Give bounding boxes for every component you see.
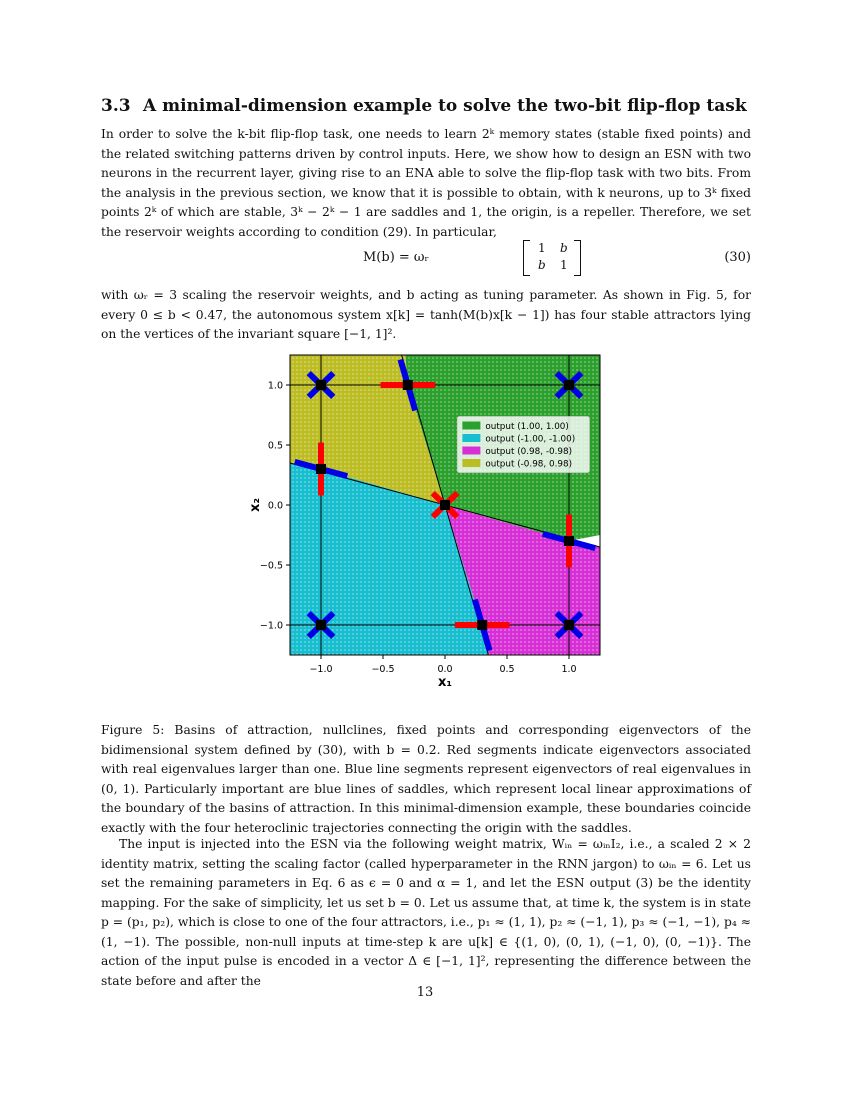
x-tick-label: 0.0 [437,664,453,675]
matrix-cell: 1 [560,258,568,272]
matrix-cell: 1 [538,241,546,255]
y-tick-label: −0.5 [259,560,283,572]
figure-5 [235,348,620,693]
fixed-point-marker [564,620,574,630]
fixed-point-marker [440,500,450,510]
x-tick-label: 0.5 [499,664,515,675]
legend-swatch [462,459,480,467]
matrix-left-bracket [523,240,530,276]
basin-plot [235,348,620,693]
matrix-right-bracket [574,240,581,276]
equation-30 [101,238,751,280]
fixed-point-marker [316,464,326,474]
y-tick-label: 0.5 [267,440,283,452]
after-equation-paragraph: with ωᵣ = 3 scaling the reservoir weights, and b acting as tuning parameter. As shown in Fig. 5, for every 0 ≤ b < 0.47, the autonomous system x[k] = tanh(M(b)x[k − 1]) has four stable attractors lying on the vertices of the invariant square [−1, 1]². [101,288,751,341]
legend-entry: output (-1.00, -1.00) [485,434,576,445]
matrix-cell: b [538,258,546,272]
section-number: 3.3 [101,96,131,116]
page-number: 13 [416,985,434,1000]
y-axis-label: x₂ [248,497,263,513]
x-tick-label: −1.0 [309,664,333,675]
equation-lhs: M(b) = ωᵣ [363,250,430,265]
legend-swatch [462,447,480,455]
x-axis-label: x₁ [437,675,453,690]
figure-caption: Figure 5: Basins of attraction, nullclines, fixed points and corresponding eigenvectors of the bidimensional system defined by (30), with b = 0.2. Red segments indicate eigenvectors associated with real eigenvalues larger than one. Blue line segments represent eigenvectors of real eigenvalues in (0, 1). Particularly important are blue lines of saddles, which represent local linear approximations of the boundary of the basins of attraction. In this minimal-dimension example, these boundaries coincide exactly with the four heteroclinic trajectories connecting the origin with the saddles. [101,723,751,835]
y-tick-label: 1.0 [267,380,283,392]
fixed-point-marker [316,380,326,390]
fixed-point-marker [403,380,413,390]
fixed-point-marker [316,620,326,630]
y-tick-label: −1.0 [259,620,283,632]
matrix-cell: b [560,241,568,255]
x-tick-label: −0.5 [371,664,395,675]
fixed-point-marker [564,536,574,546]
x-tick-label: 1.0 [561,664,577,675]
body-paragraph: The input is injected into the ESN via the following weight matrix, Wᵢₙ = ωᵢₙI₂, i.e., a scaled 2 × 2 identity matrix, setting the scaling factor (called hyperparameter in the RNN jargon) to ωᵢₙ = 6. Let us set the remaining parameters in Eq. 6 as ϵ = 0 and α = 1, and let the ESN output (3) be the identity mapping. For the sake of simplicity, let us set b = 0. Let us assume that, at time k, the system is in state p = (p₁, p₂), which is close to one of the four attractors, i.e., p₁ ≈ (1, 1), p₂ ≈ (−1, 1), p₃ ≈ (−1, −1), p₄ ≈ (1, −1). The possible, non-null inputs at time-step k are u[k] ∈ {(1, 0), (0, 1), (−1, 0), (0, −1)}. The action of the input pulse is encoded in a vector Δ ∈ [−1, 1]², representing the difference between the state before and after the [101,837,751,988]
legend-entry: output (1.00, 1.00) [485,422,569,432]
fixed-point-marker [477,620,487,630]
equation-tag: (30) [724,250,751,265]
section-heading [101,96,761,116]
legend-swatch [462,434,480,442]
legend-entry: output (-0.98, 0.98) [485,459,573,470]
legend [457,417,589,473]
section-title: A minimal-dimension example to solve the two-bit flip-flop task [143,96,747,116]
equation-matrix [521,240,583,276]
fixed-point-marker [564,380,574,390]
intro-paragraph: In order to solve the k-bit flip-flop task, one needs to learn 2ᵏ memory states (stable fixed points) and the related switching patterns driven by control inputs. Here, we show how to design an ESN with two neurons in the recurrent layer, giving rise to an ENA able to solve the flip-flop task with two bits. From the analysis in the previous section, we know that it is possible to obtain, with k neurons, up to 3ᵏ fixed points 2ᵏ of which are stable, 3ᵏ − 2ᵏ − 1 are saddles and 1, the origin, is a repeller. Therefore, we set the reservoir weights according to condition (29). In particular, [101,127,751,239]
y-tick-label: 0.0 [267,500,283,512]
legend-entry: output (0.98, -0.98) [485,447,573,457]
legend-swatch [462,422,480,430]
